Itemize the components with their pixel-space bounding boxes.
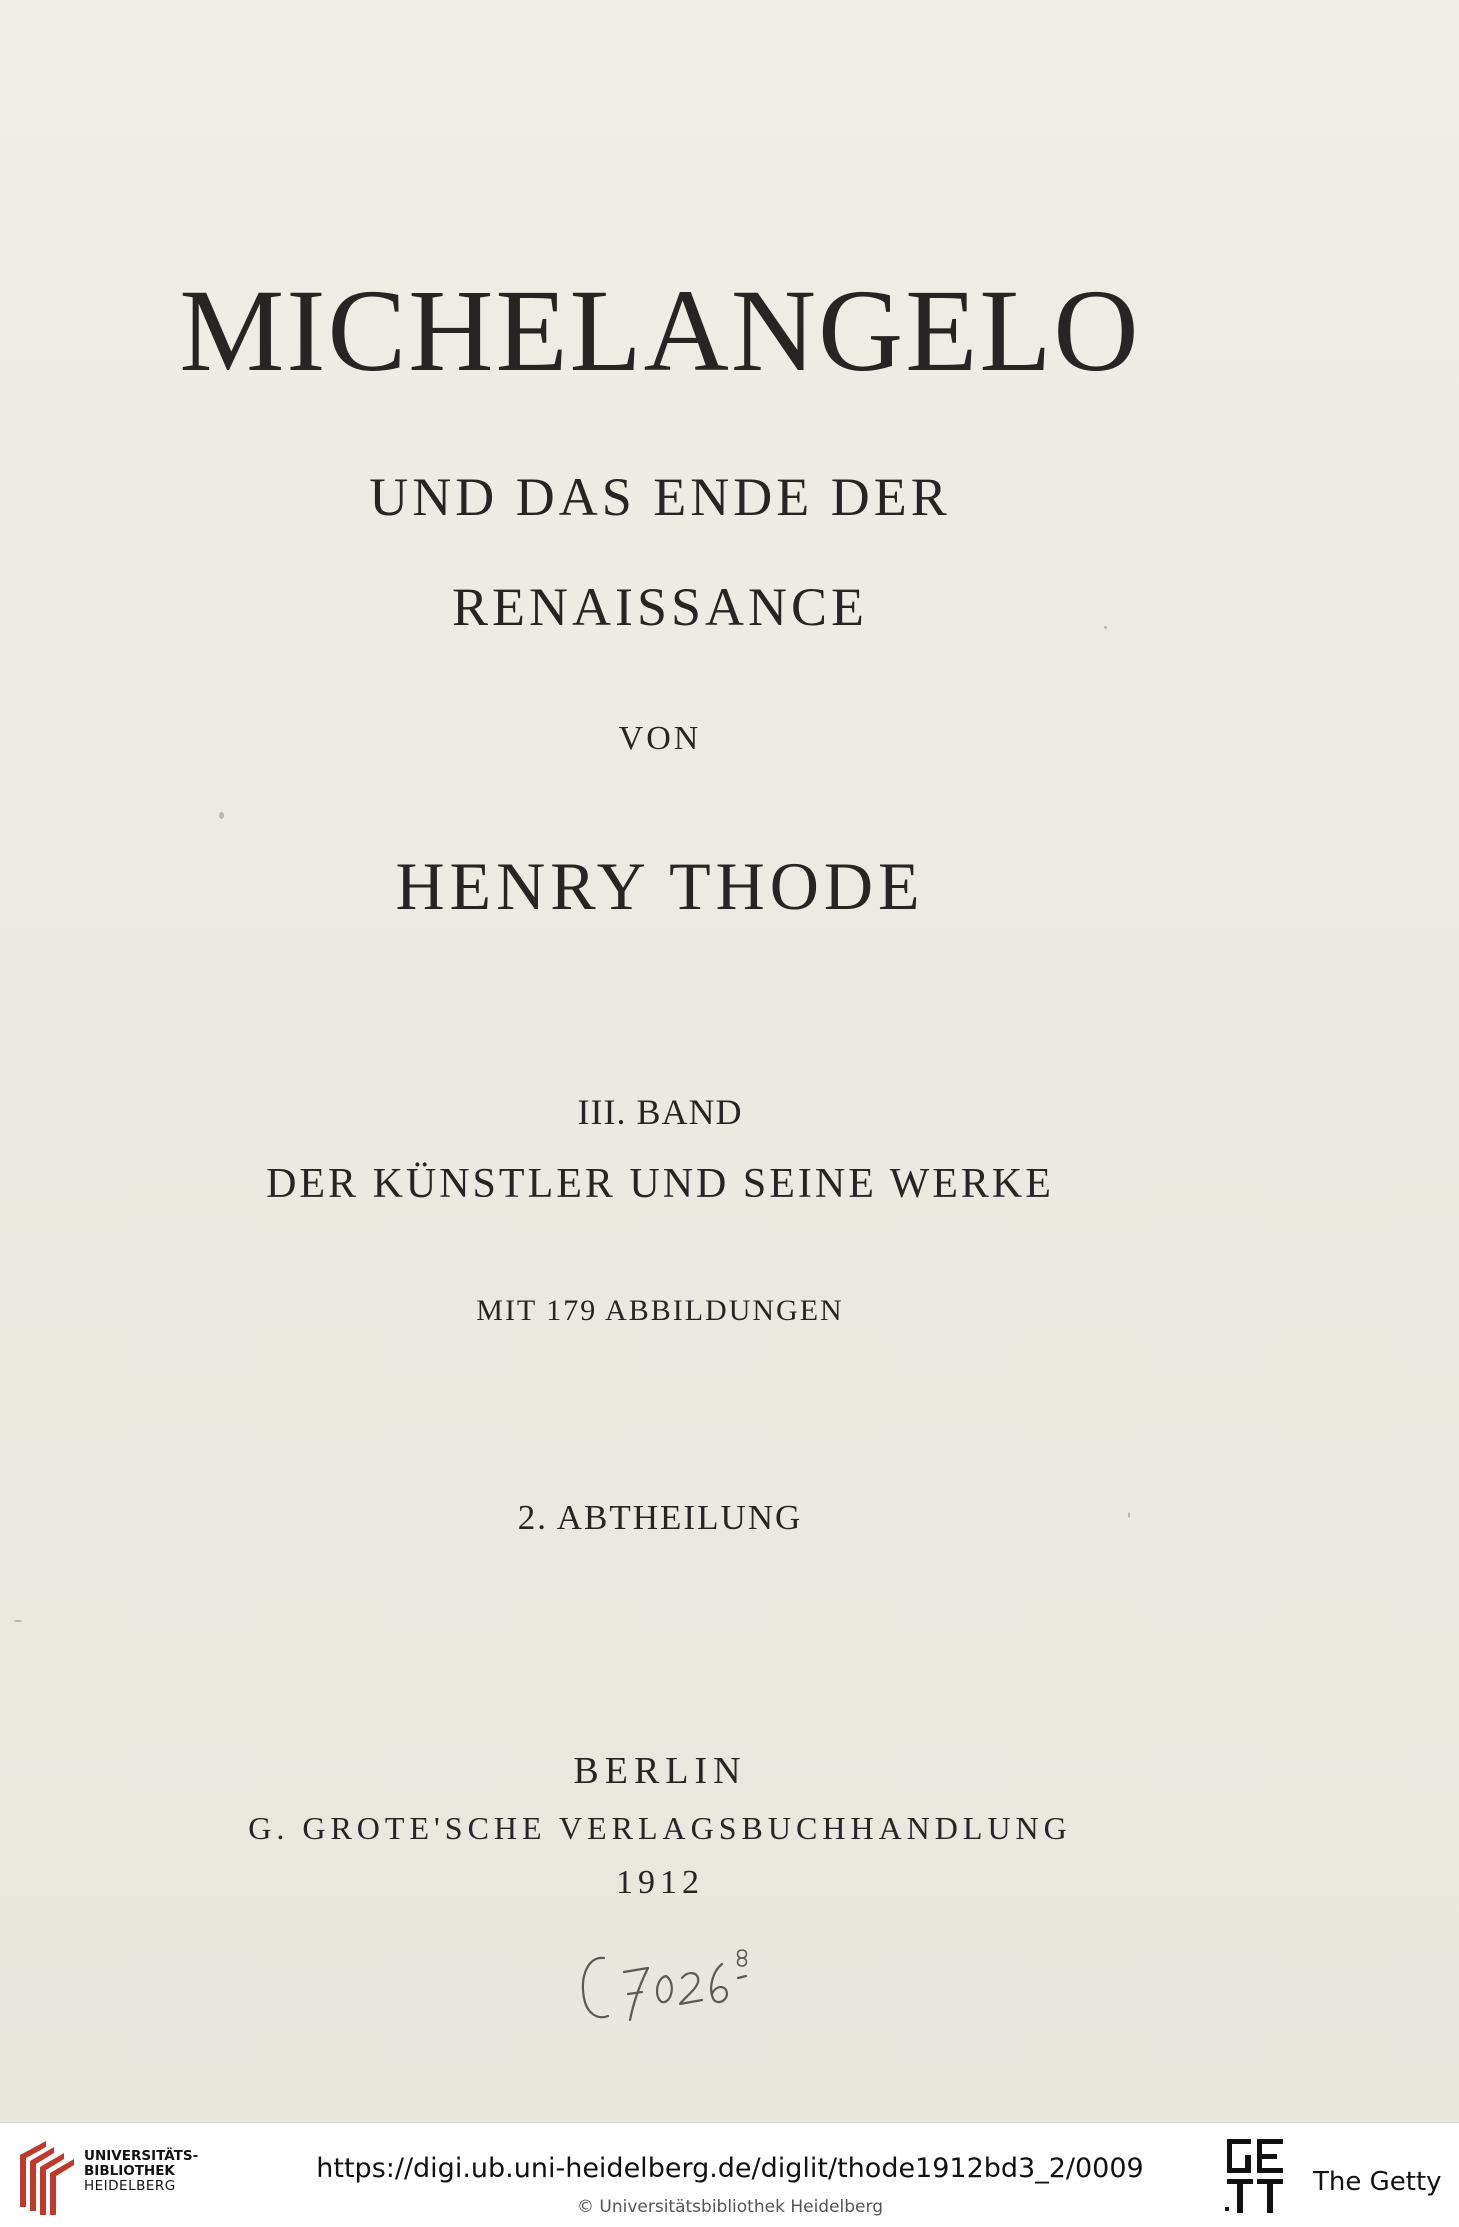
publication-city: BERLIN bbox=[573, 1750, 747, 1792]
university-library-logo-icon bbox=[16, 2133, 78, 2217]
library-name-line-2: BIBLIOTHEK bbox=[84, 2163, 175, 2179]
publisher-name: G. GROTE'SCHE VERLAGSBUCHHANDLUNG bbox=[248, 1810, 1072, 1846]
paper-blemish bbox=[1104, 626, 1107, 629]
book-subtitle-line-2: RENAISSANCE bbox=[451, 577, 869, 637]
partner-name: The Getty bbox=[1313, 2167, 1442, 2197]
copyright-notice: © Universitätsbibliothek Heidelberg bbox=[576, 2197, 883, 2217]
getty-logo-icon bbox=[1225, 2135, 1289, 2217]
viewer-footer bbox=[0, 2122, 1459, 2227]
by-label: VON bbox=[618, 720, 702, 757]
library-name-line-1: UNIVERSITÄTS- bbox=[84, 2148, 199, 2164]
volume-title: DER KÜNSTLER UND SEINE WERKE bbox=[266, 1161, 1054, 1207]
paper-blemish bbox=[14, 1620, 22, 1622]
library-name-line-3: HEIDELBERG bbox=[84, 2178, 176, 2194]
illustration-count: MIT 179 ABBILDUNGEN bbox=[476, 1294, 844, 1327]
paper-blemish bbox=[1128, 1512, 1130, 1518]
book-subtitle-line-1: UND DAS ENDE DER bbox=[369, 467, 951, 527]
author-name: HENRY THODE bbox=[395, 848, 925, 924]
publication-year: 1912 bbox=[616, 1864, 704, 1901]
volume-number: III. BAND bbox=[577, 1092, 743, 1132]
book-title: MICHELANGELO bbox=[179, 265, 1141, 396]
paper-blemish bbox=[219, 812, 224, 819]
handwritten-shelfmark bbox=[574, 1936, 774, 2036]
part-number: 2. ABTHEILUNG bbox=[517, 1498, 803, 1537]
permalink-url[interactable]: https://digi.ub.uni-heidelberg.de/diglit/thode1912bd3_2/0009 bbox=[316, 2153, 1144, 2184]
